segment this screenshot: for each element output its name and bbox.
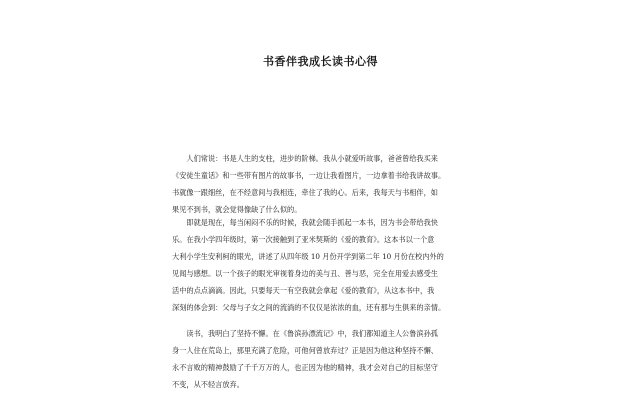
paragraph-line: 不变，从不轻言放弃。 <box>172 380 244 389</box>
paragraph-line: 活中的点点滴滴。因此，只要每天一有空我就会拿起《爱的教育》，从这本书中，我 <box>172 286 435 295</box>
paragraph-line: 书就像一跟细丝，在不经意间与我相连，牵住了我的心。后来，我每天与书相伴，如 <box>172 188 438 197</box>
paragraph-line: 大利小学生安利柯的眼光，讲述了从四年级 10 月份开学到第二年 10 月份在校内外的 <box>172 252 444 261</box>
paragraph-line: 深刻的体会到：父母与子女之间的流淌的不仅仅是浓浓的血，还有那与生俱来的亲情。 <box>172 303 446 312</box>
paragraph-3 <box>172 325 478 393</box>
paragraph-line: 永不言败的精神鼓励了千千万万的人，也正因为他的精神，我才会对自己的目标坚守 <box>172 363 438 372</box>
paragraph-line: 果见不到书，就会觉得像缺了什么似的。 <box>172 205 302 214</box>
document-title: 书香伴我成长读书心得 <box>263 55 378 68</box>
paragraph-line: 人们常说：书是人生的支柱，进步的阶梯。我从小就爱听故事，爸爸曾给我买来 <box>172 154 438 163</box>
paragraph-line: 身一人住在荒岛上，那里充满了危险，可他何曾放弃过？正是因为他这种坚持不懈、 <box>172 346 438 355</box>
paragraph-1 <box>172 150 478 218</box>
paragraph-line: 乐。在我小学四年级时，第一次接触到了亚米契斯的《爱的教育》。这本书以一个意 <box>172 235 435 244</box>
paragraph-line: 《安徒生童话》和一些带有图片的故事书，一边让我看图片，一边拿着书给我讲故事。 <box>172 171 446 180</box>
paragraph-line: 读书，我明白了坚持不懈。在《鲁滨孙漂流记》中，我们都知道主人公鲁滨孙孤 <box>172 329 438 338</box>
paragraph-2 <box>172 214 478 316</box>
paragraph-line: 见闻与感想。以一个孩子的眼光审视着身边的美与丑、善与恶，完全在用爱去感受生 <box>172 269 438 278</box>
paragraph-line: 即就是现在，每当闲闷不乐的时候，我就会随手抓起一本书，因为书会带给我快 <box>172 218 438 227</box>
